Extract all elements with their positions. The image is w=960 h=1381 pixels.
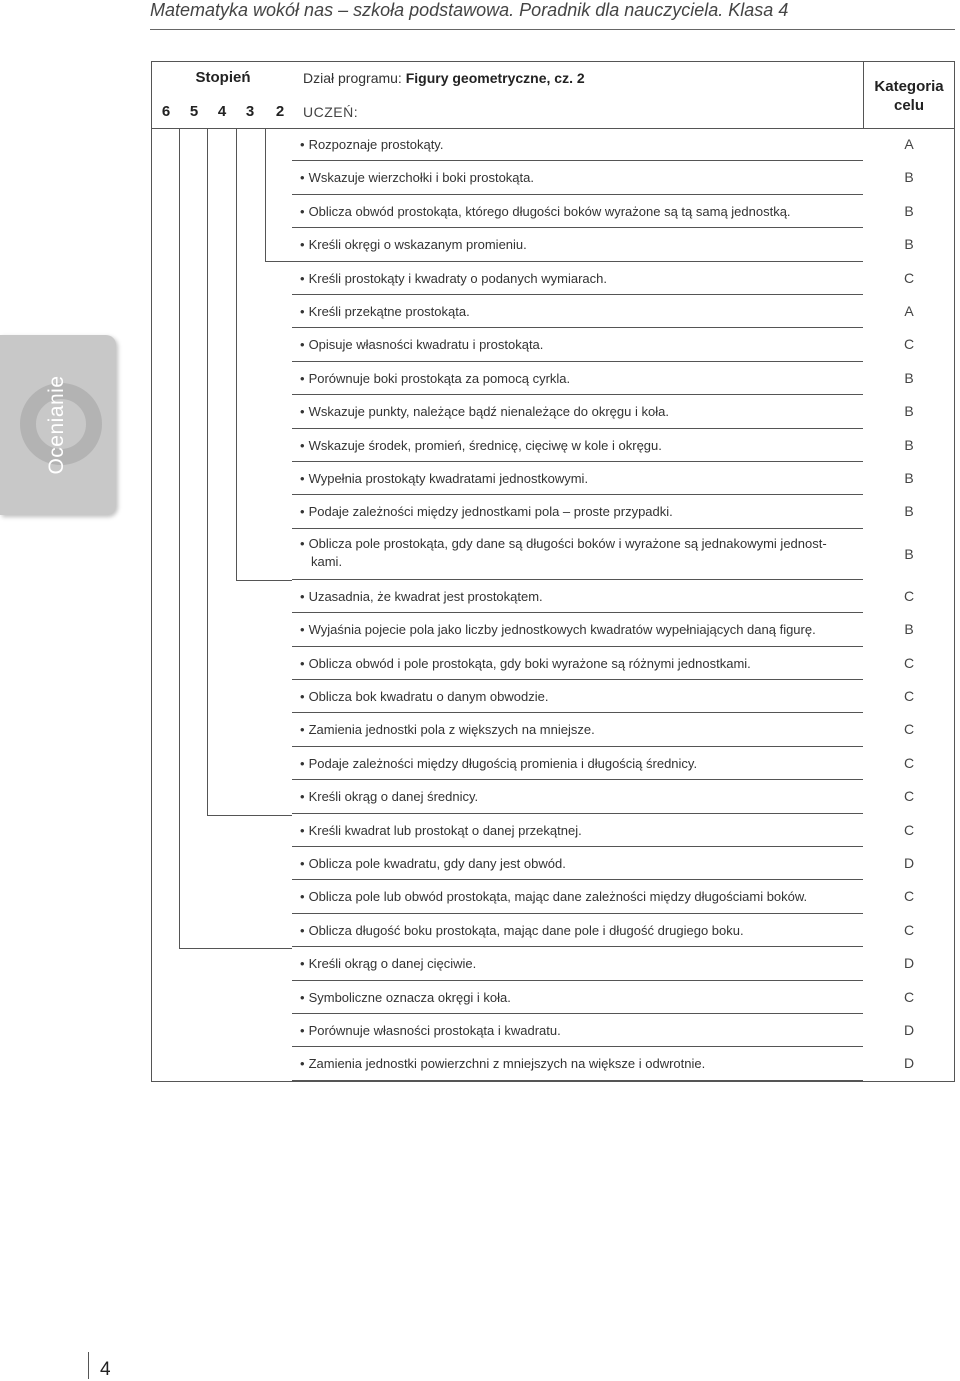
category-cell: B bbox=[904, 503, 914, 520]
requirement-text: • Oblicza bok kwadratu o danym obwodzie. bbox=[300, 688, 548, 706]
table-row bbox=[292, 195, 863, 228]
program-section: Dział programu: Figury geometryczne, cz. 2 bbox=[303, 70, 585, 86]
stopien-header: Stopień bbox=[195, 69, 251, 86]
category-cell: B bbox=[904, 403, 914, 420]
category-cell: C bbox=[903, 654, 915, 671]
category-cell: A bbox=[904, 136, 914, 152]
requirement-text: • Oblicza pole prostokąta, gdy dane są długości boków i wyrażone są jednakowymi jednost- kami. bbox=[300, 535, 827, 571]
level-6: 6 bbox=[161, 103, 171, 120]
table-row bbox=[292, 580, 863, 613]
table-row bbox=[292, 1014, 863, 1047]
requirement-text: • Kreśli prostokąty i kwadraty o podanych wymiarach. bbox=[300, 270, 607, 288]
table-row bbox=[292, 647, 863, 680]
table-row bbox=[292, 462, 863, 495]
table-row bbox=[292, 613, 863, 646]
table-row bbox=[292, 529, 863, 580]
side-tab bbox=[0, 335, 116, 515]
table-row bbox=[292, 295, 863, 328]
uczen-label: UCZEŃ: bbox=[303, 104, 359, 120]
requirement-text: • Rozpoznaje prostokąty. bbox=[300, 136, 443, 154]
requirement-text: • Porównuje własności prostokąta i kwadratu. bbox=[300, 1022, 561, 1040]
requirement-text: • Kreśli okrąg o danej cięciwie. bbox=[300, 955, 476, 973]
category-cell: D bbox=[903, 855, 915, 871]
requirement-text: • Podaje zależności między jednostkami pola – proste przypadki. bbox=[300, 503, 673, 521]
requirement-text: • Uzasadnia, że kwadrat jest prostokątem. bbox=[300, 588, 543, 606]
requirement-text: • Wskazuje wierzchołki i boki prostokąta. bbox=[300, 169, 534, 187]
category-cell: B bbox=[904, 470, 914, 486]
table-row bbox=[292, 847, 863, 880]
category-cell: C bbox=[903, 721, 915, 738]
table-row bbox=[292, 814, 863, 847]
requirement-text: • Kreśli okrąg o danej średnicy. bbox=[300, 788, 478, 806]
table-row bbox=[292, 228, 863, 261]
category-cell: C bbox=[903, 788, 915, 805]
category-cell: D bbox=[903, 1022, 915, 1038]
title-rule bbox=[150, 29, 955, 30]
table-row bbox=[292, 128, 863, 161]
category-cell: C bbox=[903, 336, 915, 353]
requirement-text: • Oblicza obwód prostokąta, którego długości boków wyrażone są tą samą jednostką. bbox=[300, 203, 791, 221]
category-cell: B bbox=[904, 202, 914, 219]
requirement-text: • Kreśli przekątne prostokąta. bbox=[300, 303, 470, 321]
category-cell: C bbox=[903, 988, 915, 1005]
table-row bbox=[292, 713, 863, 746]
requirement-text: • Kreśli kwadrat lub prostokąt o danej przekątnej. bbox=[300, 822, 582, 840]
requirement-text: • Oblicza pole lub obwód prostokąta, mając dane zależności między długościami boków. bbox=[300, 888, 807, 906]
requirement-text: • Wskazuje punkty, należące bądź nienależące do okręgu i koła. bbox=[300, 403, 669, 421]
table-row bbox=[292, 161, 863, 194]
requirement-text: • Zamienia jednostki powierzchni z mniejszych na większe i odwrotnie. bbox=[300, 1055, 705, 1073]
table-row bbox=[292, 495, 863, 528]
category-cell: C bbox=[903, 688, 915, 704]
requirement-text: • Kreśli okręgi o wskazanym promieniu. bbox=[300, 236, 527, 254]
requirement-text: • Wyjaśnia pojecie pola jako liczby jednostkowych kwadratów wypełniających daną figurę. bbox=[300, 621, 816, 639]
category-cell: C bbox=[903, 888, 915, 905]
category-cell: A bbox=[904, 303, 914, 319]
level-2: 2 bbox=[275, 103, 285, 120]
category-cell: C bbox=[903, 921, 915, 938]
table-row bbox=[292, 947, 863, 980]
category-cell: D bbox=[903, 955, 915, 972]
table-row bbox=[292, 362, 863, 395]
category-cell: D bbox=[903, 1055, 915, 1072]
table-row bbox=[292, 1047, 863, 1080]
level-5: 5 bbox=[189, 103, 199, 120]
running-title: Matematyka wokół nas – szkoła podstawowa. Poradnik dla nauczyciela. Klasa 4 bbox=[150, 0, 789, 20]
requirement-text: • Porównuje boki prostokąta za pomocą cyrkla. bbox=[300, 370, 570, 388]
category-cell: C bbox=[903, 821, 915, 838]
category-cell: B bbox=[904, 169, 914, 186]
requirement-text: • Zamienia jednostki pola z większych na mniejsze. bbox=[300, 721, 595, 739]
category-cell: B bbox=[904, 621, 914, 638]
table-row bbox=[292, 780, 863, 813]
category-cell: B bbox=[904, 545, 914, 562]
category-cell: B bbox=[904, 236, 914, 253]
table-row bbox=[292, 395, 863, 428]
level-4: 4 bbox=[217, 103, 227, 120]
requirement-text: • Wypełnia prostokąty kwadratami jednostkowymi. bbox=[300, 470, 588, 488]
requirement-text: • Podaje zależności między długością promienia i długością średnicy. bbox=[300, 755, 697, 773]
requirement-text: • Oblicza obwód i pole prostokąta, gdy boki wyrażone są różnymi jednostkami. bbox=[300, 655, 751, 673]
requirement-text: • Opisuje własności kwadratu i prostokąta. bbox=[300, 336, 543, 354]
kategoria-header: Kategoria celu bbox=[874, 78, 944, 114]
category-cell: B bbox=[904, 436, 914, 453]
table-row bbox=[292, 680, 863, 713]
category-cell: C bbox=[903, 587, 915, 604]
category-cell: C bbox=[903, 754, 915, 771]
table-row bbox=[292, 880, 863, 913]
page-number-rule bbox=[88, 1352, 89, 1379]
category-cell: C bbox=[903, 269, 915, 286]
bracket-level-5 bbox=[179, 128, 292, 949]
requirement-text: • Wskazuje środek, promień, średnicę, cięciwę w kole i okręgu. bbox=[300, 437, 662, 455]
requirement-text: • Symboliczne oznacza okręgi i koła. bbox=[300, 989, 511, 1007]
table-row bbox=[292, 981, 863, 1014]
table-row bbox=[292, 914, 863, 947]
table-row bbox=[292, 747, 863, 780]
level-3: 3 bbox=[245, 103, 255, 120]
side-tab-label: Ocenianie bbox=[45, 375, 68, 475]
table-row bbox=[292, 429, 863, 462]
category-cell: B bbox=[904, 369, 914, 386]
requirement-text: • Oblicza długość boku prostokąta, mając dane pole i długość drugiego boku. bbox=[300, 922, 744, 940]
page-number: 4 bbox=[100, 1359, 111, 1380]
requirement-text: • Oblicza pole kwadratu, gdy dany jest obwód. bbox=[300, 855, 566, 873]
table-row bbox=[292, 262, 863, 295]
table-row bbox=[292, 328, 863, 361]
